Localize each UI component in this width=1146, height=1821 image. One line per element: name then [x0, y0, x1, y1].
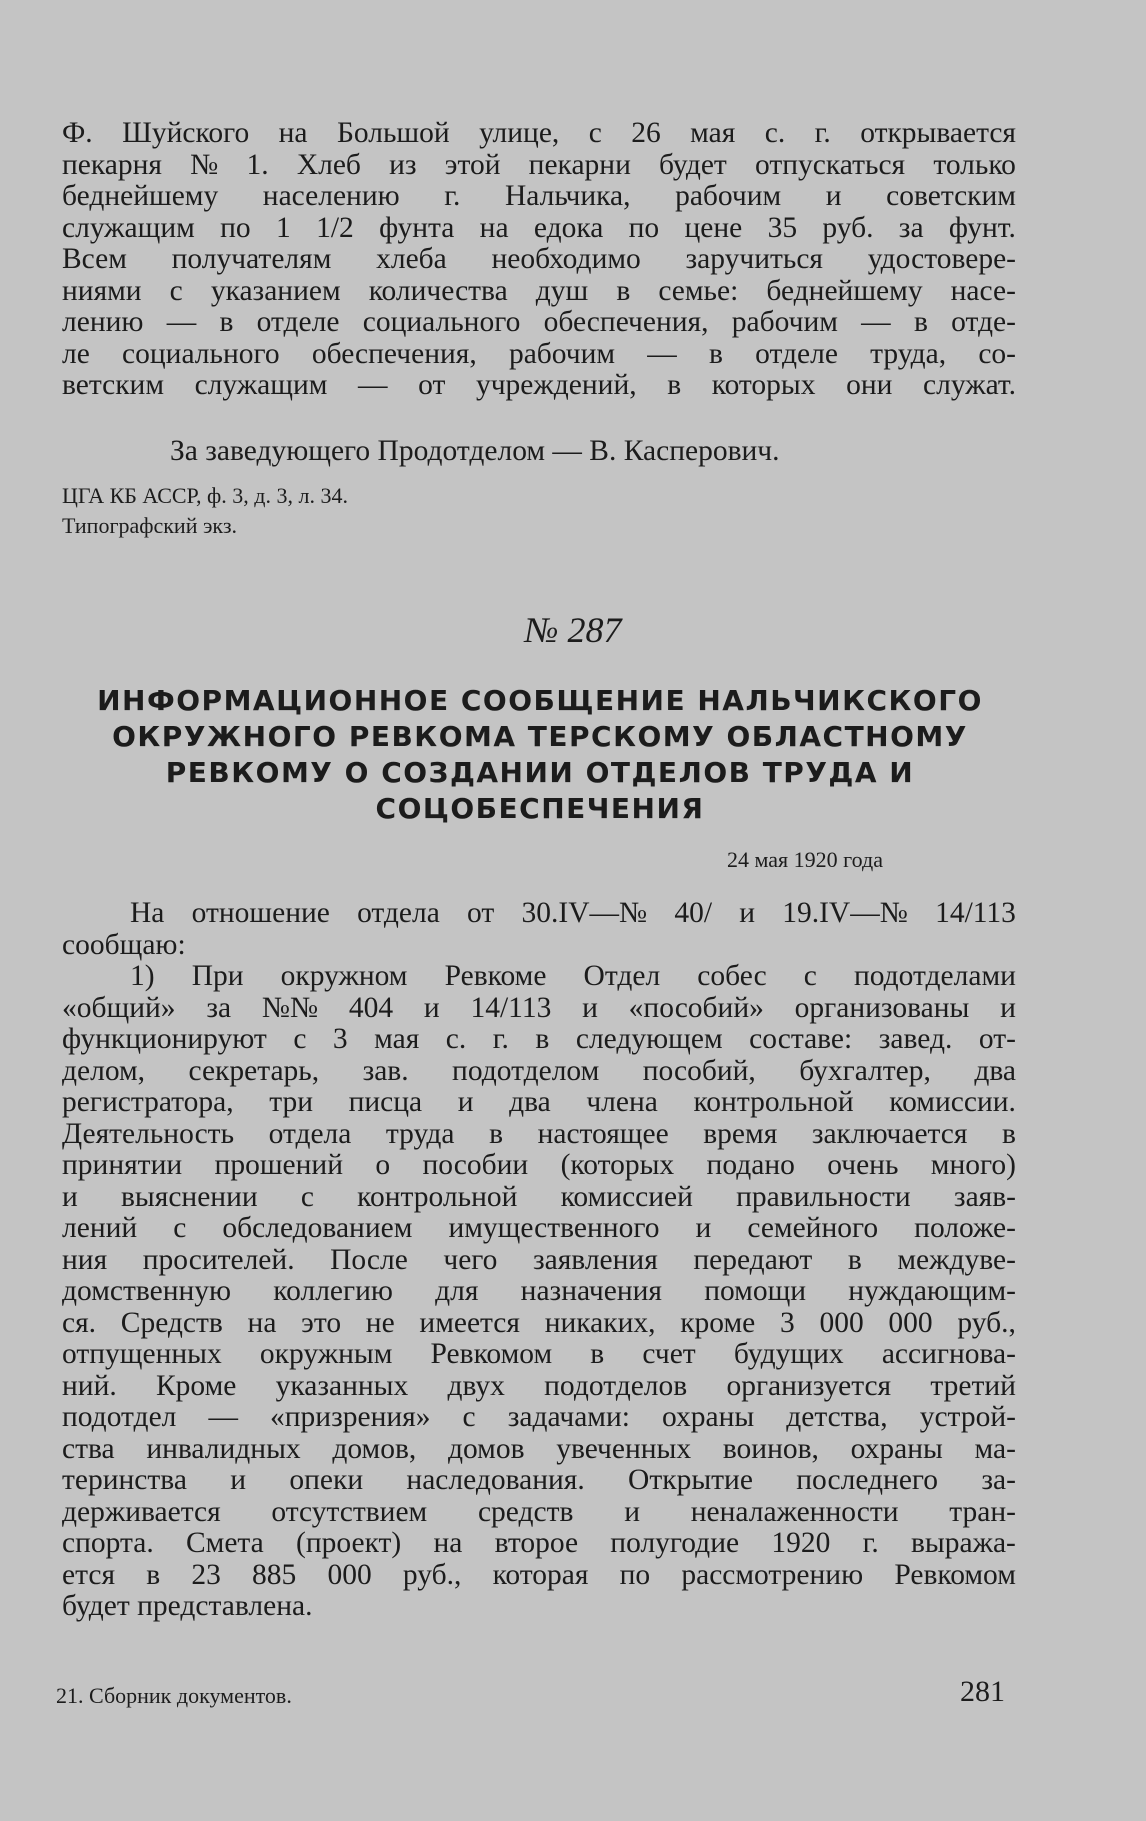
text-line: Всем получателям хлеба необходимо заручиться удостовере-: [62, 243, 1016, 275]
body-paragraph: [62, 898, 1016, 1623]
text-line: ле социального обеспечения, рабочим — в отделе труда, со-: [62, 337, 1016, 370]
text-line: ний. Кроме указанных двух подотделов организуется третий: [62, 1369, 1016, 1402]
text-line: домственную коллегию для назначения помощи нуждающим-: [62, 1275, 1016, 1307]
text-line: спорта. Смета (проект) на второе полугодие 1920 г. выража-: [62, 1527, 1016, 1559]
text-line: ства инвалидных домов, домов увеченных воинов, охраны ма-: [62, 1432, 1016, 1465]
top-paragraph: [62, 118, 1016, 402]
text-line: На отношение отдела от 30.IV—№ 40/ и 19.IV—№ 14/113: [130, 897, 1016, 929]
archive-reference: ЦГА КБ АССР, ф. 3, д. 3, л. 34.: [62, 483, 348, 508]
text-line: пекарня № 1. Хлеб из этой пекарни будет отпускаться только: [62, 148, 1016, 181]
text-line: подотдел — «призрения» с задачами: охраны детства, устрой-: [62, 1401, 1016, 1433]
text-line: держивается отсутствием средств и неналаженности тран-: [62, 1495, 1016, 1528]
document-title-line: ИНФОРМАЦИОННОЕ СООБЩЕНИЕ НАЛЬЧИКСКОГО: [97, 684, 983, 717]
document-title-line: ОКРУЖНОГО РЕВКОМА ТЕРСКОМУ ОБЛАСТНОМУ: [112, 720, 968, 753]
text-line: ется в 23 885 000 руб., которая по рассмотрению Ревкомом: [62, 1558, 1016, 1591]
text-line: Ф. Шуйского на Большой улице, с 26 мая с. г. открывается: [62, 117, 1016, 149]
text-line: «общий» за №№ 404 и 14/113 и «пособий» организованы и: [62, 991, 1016, 1024]
footer-collection-title: 21. Сборник документов.: [56, 1683, 292, 1708]
copy-type-note: Типографский экз.: [62, 513, 238, 538]
document-date: 24 мая 1920 года: [727, 847, 883, 872]
text-line: принятии прошений о пособии (которых подано очень много): [62, 1149, 1016, 1181]
text-line: ветским служащим — от учреждений, в которых они служат.: [62, 369, 1016, 401]
text-line: теринства и опеки наследования. Открытие последнего за-: [62, 1464, 1016, 1496]
text-line: Деятельность отдела труда в настоящее время заключается в: [62, 1117, 1016, 1150]
document-title-line: СОЦОБЕСПЕЧЕНИЯ: [375, 792, 705, 825]
text-line: служащим по 1 1/2 фунта на едока по цене 35 руб. за фунт.: [62, 211, 1016, 244]
text-line: делом, секретарь, зав. подотделом пособий, бухгалтер, два: [62, 1054, 1016, 1087]
text-line: 1) При окружном Ревкоме Отдел собес с подотделами: [130, 960, 1016, 992]
text-line: лений с обследованием имущественного и семейного положе-: [62, 1212, 1016, 1244]
text-line: будет представлена.: [62, 1590, 313, 1622]
document-number: № 287: [524, 610, 622, 650]
text-line: ся. Средств на это не имеется никаких, кроме 3 000 000 руб.,: [62, 1306, 1016, 1339]
text-line: беднейшему населению г. Нальчика, рабочим и советским: [62, 180, 1016, 212]
text-line: функционируют с 3 мая с. г. в следующем составе: завед. от-: [62, 1023, 1016, 1055]
document-title-line: РЕВКОМУ О СОЗДАНИИ ОТДЕЛОВ ТРУДА И: [165, 756, 915, 789]
text-line: отпущенных окружным Ревкомом в счет будущих ассигнова-: [62, 1338, 1016, 1370]
document-title: [60, 683, 1020, 827]
text-line: сообщаю:: [62, 928, 186, 961]
text-line: регистратора, три писца и два члена контрольной комиссии.: [62, 1086, 1016, 1118]
text-line: ниями с указанием количества душ в семье: беднейшему насе-: [62, 274, 1016, 307]
text-line: и выяснении с контрольной комиссией правильности заяв-: [62, 1180, 1016, 1213]
text-line: ния просителей. После чего заявления передают в междуве-: [62, 1243, 1016, 1276]
signature-line: За заведующего Продотделом — В. Касперович.: [170, 435, 780, 467]
text-line: лению — в отделе социального обеспечения, рабочим — в отде-: [62, 306, 1016, 338]
page-number: 281: [960, 1675, 1005, 1708]
